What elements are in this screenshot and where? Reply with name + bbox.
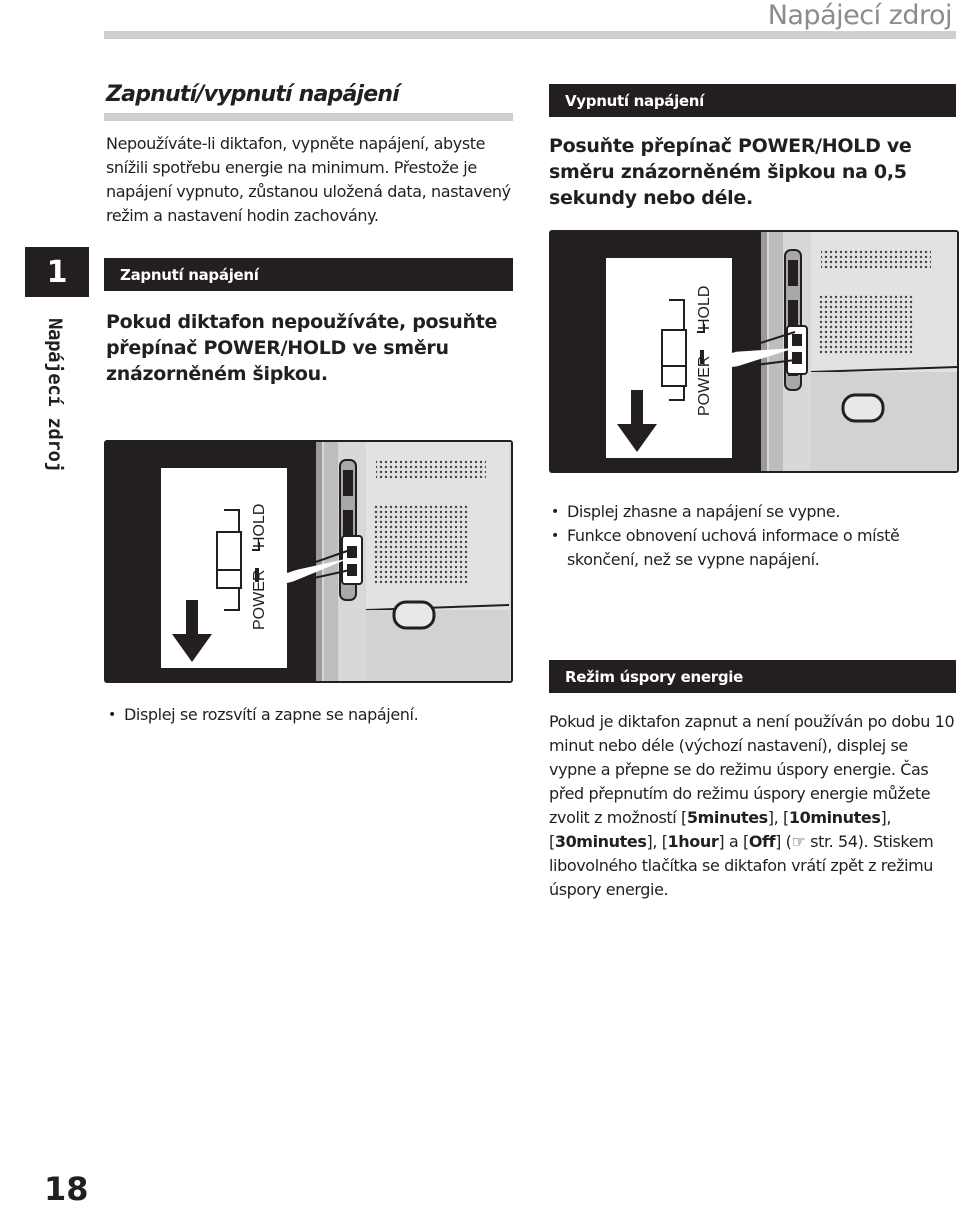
power-off-heading: Vypnutí napájení — [549, 84, 956, 117]
text-run: ], [ — [549, 808, 892, 851]
list-item: • Displej zhasne a napájení se vypne. — [549, 500, 959, 524]
option-30minutes: 30minutes — [554, 832, 647, 851]
option-1hour: 1hour — [667, 832, 719, 851]
power-save-paragraph — [549, 710, 959, 902]
text-run: ] a [ — [718, 832, 749, 851]
power-on-heading: Zapnutí napájení — [104, 258, 513, 291]
hold-label: HOLD — [696, 285, 713, 330]
power-off-bullets — [549, 500, 959, 572]
text-run: ], [ — [646, 832, 668, 851]
header-rule — [104, 31, 956, 39]
section-title: Zapnutí/vypnutí napájení — [106, 82, 400, 107]
option-10minutes: 10minutes — [788, 808, 881, 827]
power-on-illustration — [104, 440, 513, 683]
power-on-instruction: Pokud diktafon nepoužíváte, posuňte přepínač POWER/HOLD ve směru znázorněném šipkou. — [106, 311, 498, 385]
page-number: 18 — [44, 1170, 89, 1207]
power-save-heading: Režim úspory energie — [549, 660, 956, 693]
text-run: Pokud je diktafon zapnut a není používán po dobu 10 minut nebo déle (výchozí nastavení), displej se vypne a přepne se do režimu úspory energie. Čas před přepnutím do režimu úspory energie můžete zvolit z možností [ — [549, 712, 955, 827]
intro-paragraph: Nepoužíváte-li diktafon, vypněte napájení, abyste snížili spotřebu energie na minimum. Přestože je napájení vypnuto, zůstanou uložená data, nastavený režim a nastavení hodin zachovány. — [106, 134, 511, 225]
power-off-instruction: Posuňte přepínač POWER/HOLD ve směru znázorněném šipkou na 0,5 sekundy nebo déle. — [549, 135, 912, 209]
text-run: ], [ — [767, 808, 789, 827]
option-5minutes: 5minutes — [686, 808, 768, 827]
section-title-rule — [104, 113, 513, 121]
power-label: POWER — [251, 569, 268, 630]
list-item: • Funkce obnovení uchová informace o místě skončení, než se vypne napájení. — [549, 524, 959, 572]
power-on-bullets — [106, 703, 518, 727]
power-off-illustration — [549, 230, 959, 473]
side-chapter-title: Napájecí zdroj — [44, 318, 66, 473]
chapter-number-tab: 1 — [25, 247, 89, 297]
list-item: • Displej se rozsvítí a zapne se napájení. — [106, 703, 518, 727]
hold-label: HOLD — [251, 503, 268, 548]
power-label: POWER — [696, 355, 713, 416]
option-off: Off — [748, 832, 776, 851]
page-header-title: Napájecí zdroj — [767, 0, 952, 31]
text-run: ] (☞ str. 54). Stiskem libovolného tlačítka se diktafon vrátí zpět z režimu úspory energie. — [549, 832, 934, 899]
